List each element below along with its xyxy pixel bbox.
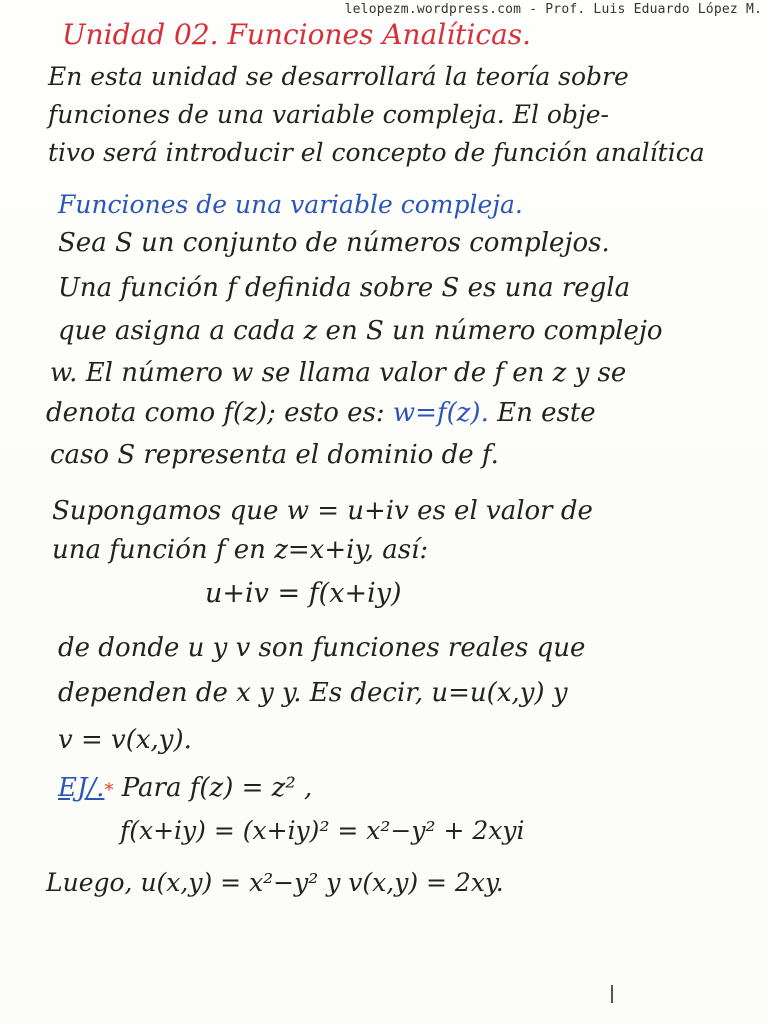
example-text: Para f(z) = z² , bbox=[121, 773, 313, 803]
example-line bbox=[58, 773, 312, 803]
equation-square: f(x+iy) = (x+iy)² = x²−y² + 2xyi bbox=[120, 816, 525, 845]
example-label: EJ/. bbox=[58, 773, 105, 803]
section-title: Funciones de una variable compleja. bbox=[58, 190, 523, 219]
definition-line-5 bbox=[46, 398, 596, 428]
definition-line-5-text: denota como f(z); esto es: bbox=[46, 398, 385, 428]
definition-line-6: caso S representa el dominio de f. bbox=[50, 440, 499, 470]
pen-mark bbox=[611, 985, 613, 1003]
intro-line-1: En esta unidad se desarrollará la teoría sobre bbox=[48, 62, 629, 91]
definition-line-5-tail: En este bbox=[497, 398, 596, 428]
star-icon: * bbox=[104, 780, 114, 801]
equation-u-iv: u+iv = f(x+iy) bbox=[205, 578, 402, 609]
intro-line-3: tivo será introducir el concepto de función analítica bbox=[48, 138, 705, 167]
source-header: lelopezm.wordpress.com - Prof. Luis Eduardo López M. bbox=[344, 2, 762, 17]
intro-line-2: funciones de una variable compleja. El obje- bbox=[48, 100, 609, 129]
definition-formula: w=f(z). bbox=[392, 398, 489, 428]
where-line-3: v = v(x,y). bbox=[58, 725, 192, 755]
definition-line-4: w. El número w se llama valor de f en z y se bbox=[50, 358, 627, 388]
suppose-line-2: una función f en z=x+iy, así: bbox=[52, 535, 429, 565]
where-line-2: dependen de x y y. Es decir, u=u(x,y) y bbox=[58, 678, 568, 708]
definition-line-2: Una función f definida sobre S es una regla bbox=[58, 273, 631, 303]
conclusion-line: Luego, u(x,y) = x²−y² y v(x,y) = 2xy. bbox=[46, 868, 504, 897]
unit-title: Unidad 02. Funciones Analíticas. bbox=[62, 18, 532, 51]
suppose-line-1: Supongamos que w = u+iv es el valor de bbox=[52, 496, 593, 526]
where-line-1: de donde u y v son funciones reales que bbox=[58, 633, 586, 663]
definition-line-1: Sea S un conjunto de números complejos. bbox=[58, 228, 610, 258]
definition-line-3: que asigna a cada z en S un número complejo bbox=[58, 316, 663, 346]
